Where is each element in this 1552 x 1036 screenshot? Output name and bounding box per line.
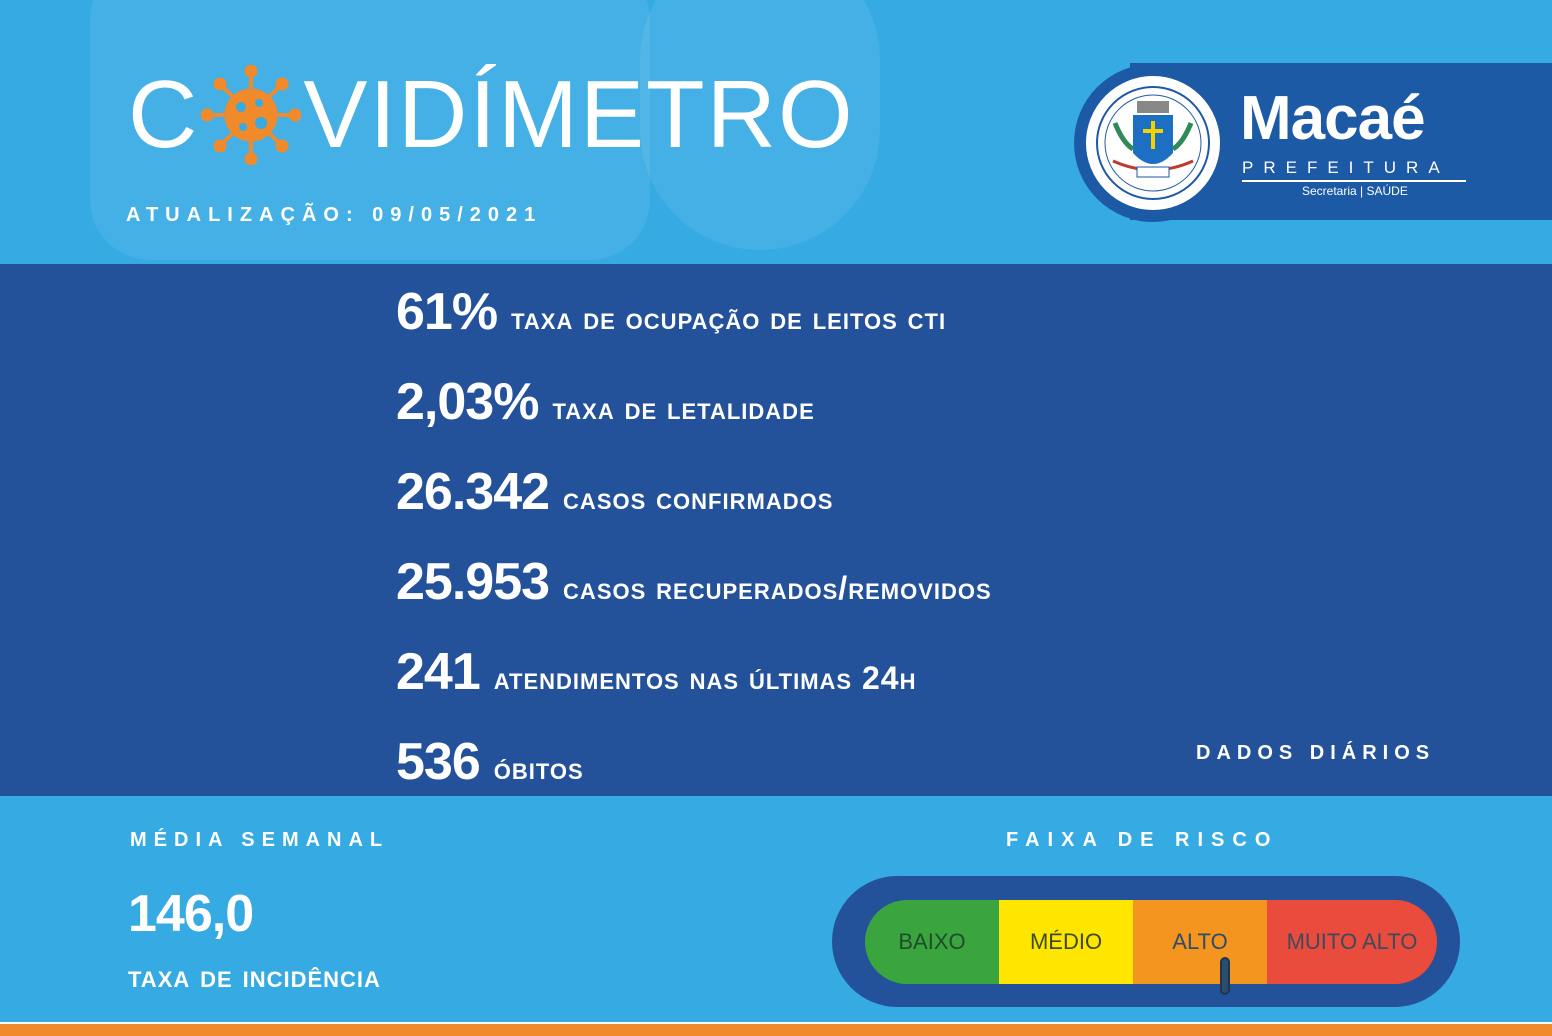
incidence-value: 146,0 xyxy=(128,885,254,943)
stat-value: 61% xyxy=(396,283,498,341)
brand-name: Macaé xyxy=(1240,84,1425,153)
stat-row xyxy=(396,282,946,342)
stat-label: casos confirmados xyxy=(563,480,834,516)
stat-label: taxa de ocupação de leitos cti xyxy=(511,300,947,336)
update-date: ATUALIZAÇÃO: 09/05/2021 xyxy=(126,204,543,226)
coat-of-arms-icon xyxy=(1093,83,1213,203)
risk-level-label: BAIXO xyxy=(898,929,966,954)
stat-value: 2,03% xyxy=(396,373,539,431)
risk-level-label: ALTO xyxy=(1172,929,1228,954)
risk-level-label: MUITO ALTO xyxy=(1286,929,1418,954)
stat-label: óbitos xyxy=(493,750,584,786)
stat-row xyxy=(396,552,992,612)
risk-pointer xyxy=(1220,957,1230,995)
stat-row xyxy=(396,462,833,522)
stat-value: 26.342 xyxy=(396,463,550,521)
risk-level-label: MÉDIO xyxy=(1029,929,1103,954)
incidence-label: taxa de incidência xyxy=(128,958,381,994)
daily-data-label: DADOS DIÁRIOS xyxy=(1196,742,1436,764)
footer-accent-bar xyxy=(0,1024,1552,1036)
stat-label: taxa de letalidade xyxy=(552,390,815,426)
risk-level-high xyxy=(1133,900,1267,984)
title-suffix: VIDÍMETRO xyxy=(303,61,855,168)
brand-department: Secretaria | SAÚDE xyxy=(1302,184,1408,198)
stats-panel xyxy=(0,264,1552,796)
risk-range-title: FAIXA DE RISCO xyxy=(1006,829,1279,851)
brand-subtitle: PREFEITURA xyxy=(1242,158,1466,182)
stat-value: 241 xyxy=(396,643,480,701)
stat-value: 536 xyxy=(396,733,480,791)
stat-value: 25.953 xyxy=(396,553,550,611)
page-title xyxy=(128,60,855,170)
risk-level-medium xyxy=(999,900,1133,984)
risk-gauge-bar xyxy=(865,900,1437,984)
risk-level-very-high xyxy=(1267,900,1437,984)
stat-row xyxy=(396,372,815,432)
weekly-average-title: MÉDIA SEMANAL xyxy=(130,829,390,851)
virus-icon xyxy=(201,65,301,165)
stat-row xyxy=(396,642,916,702)
risk-level-low xyxy=(865,900,999,984)
stat-row xyxy=(396,732,584,792)
stat-label: atendimentos nas últimas 24h xyxy=(493,660,917,696)
title-prefix: C xyxy=(128,61,200,168)
stat-label: casos recuperados/removidos xyxy=(563,570,992,606)
city-seal xyxy=(1074,64,1232,222)
